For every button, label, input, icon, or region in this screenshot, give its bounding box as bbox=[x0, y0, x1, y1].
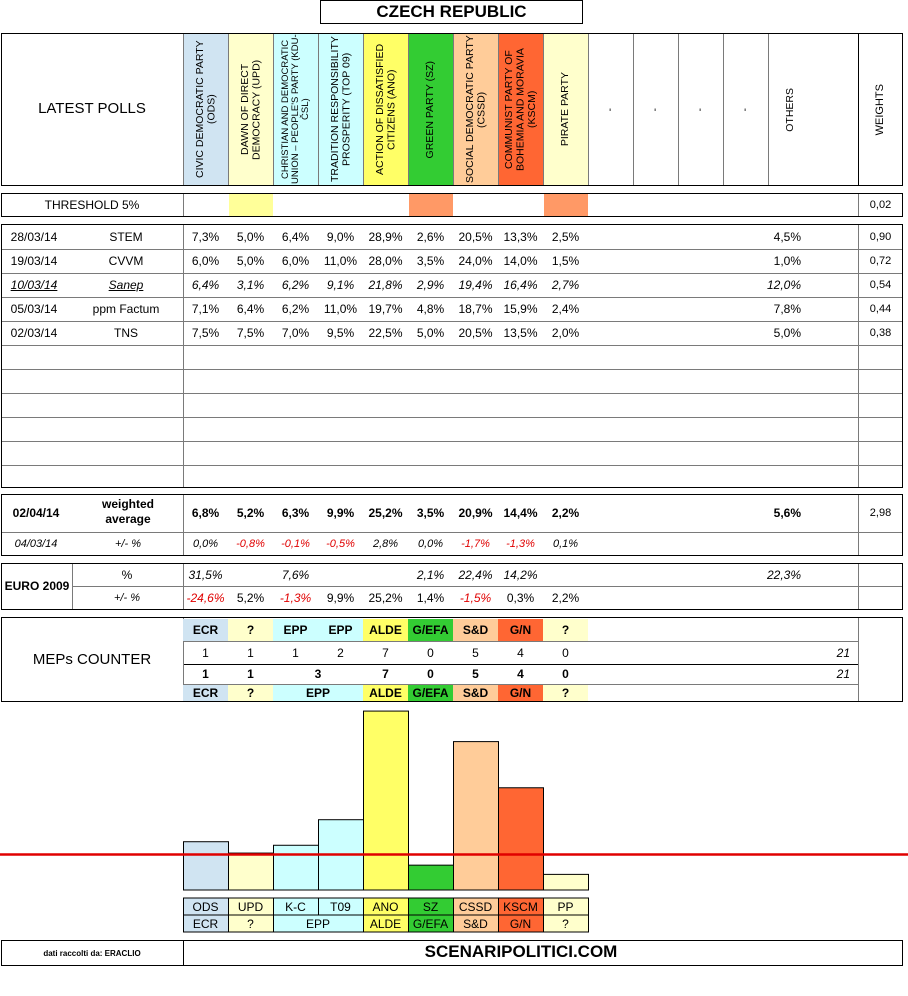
euro-delta-0: -24,6% bbox=[186, 591, 225, 605]
poll-value-4: 19,7% bbox=[368, 302, 403, 316]
mep-grouped-name-1: ? bbox=[228, 685, 273, 701]
euro-delta-1: 5,2% bbox=[236, 591, 265, 605]
bar-pp bbox=[544, 874, 589, 890]
threshold-cell-12 bbox=[724, 194, 768, 216]
poll-value-13: 1,0% bbox=[773, 254, 801, 268]
threshold-cell-1 bbox=[229, 194, 273, 216]
weighted-value-8: 2,2% bbox=[551, 506, 580, 520]
threshold-cell-2 bbox=[274, 194, 318, 216]
poll-value-0: 6,0% bbox=[191, 254, 220, 268]
euro-delta-5: 1,4% bbox=[416, 591, 445, 605]
weighted-delta-3: -0,5% bbox=[326, 538, 355, 550]
weighted-value-0: 6,8% bbox=[191, 506, 220, 520]
weighted-label: weighted average bbox=[101, 497, 154, 526]
poll-value-1: 5,0% bbox=[236, 254, 265, 268]
latest-polls-label: LATEST POLLS bbox=[38, 100, 146, 117]
mep-group-2: EPP bbox=[273, 619, 318, 641]
poll-value-7: 13,5% bbox=[503, 326, 538, 340]
poll-value-13: 7,8% bbox=[773, 302, 801, 316]
group-label: ? bbox=[247, 917, 254, 931]
group-label: S&D bbox=[463, 917, 488, 931]
poll-value-6: 19,4% bbox=[458, 278, 493, 292]
poll-value-4: 21,8% bbox=[368, 278, 403, 292]
poll-value-8: 2,4% bbox=[551, 302, 580, 316]
weighted-value-6: 20,9% bbox=[458, 506, 493, 520]
poll-value-7: 14,0% bbox=[503, 254, 538, 268]
group-label: G/N bbox=[509, 917, 532, 931]
poll-date: 05/03/14 bbox=[10, 302, 58, 316]
poll-weight: 0,38 bbox=[869, 327, 892, 339]
poll-institute: CVVM bbox=[108, 254, 144, 268]
mep-grouped-seats-7: 0 bbox=[562, 667, 569, 681]
poll-institute: STEM bbox=[109, 230, 143, 244]
poll-value-3: 9,5% bbox=[326, 326, 355, 340]
mep-grouped-seats-4: 0 bbox=[427, 667, 434, 681]
bar-cssd bbox=[454, 742, 499, 890]
poll-value-0: 7,1% bbox=[191, 302, 220, 316]
threshold-cell-3 bbox=[319, 194, 363, 216]
category-label: PP bbox=[557, 900, 574, 914]
party-header-5: GREEN PARTY (SZ) bbox=[408, 34, 453, 185]
poll-value-3: 9,1% bbox=[326, 278, 355, 292]
weighted-value-4: 25,2% bbox=[368, 506, 403, 520]
poll-value-8: 1,5% bbox=[551, 254, 580, 268]
euro-delta-3: 9,9% bbox=[326, 591, 355, 605]
weighted-date: 02/04/14 bbox=[12, 506, 60, 520]
bar-sz bbox=[409, 865, 454, 890]
mep-grouped-name-7: ? bbox=[543, 685, 588, 701]
weighted-delta-5: 0,0% bbox=[417, 538, 444, 550]
euro-pct-7: 14,2% bbox=[503, 568, 538, 582]
threshold-weight: 0,02 bbox=[869, 199, 892, 211]
bar-chart bbox=[0, 700, 908, 936]
mep-seats-8: 0 bbox=[562, 646, 569, 660]
poll-date: 19/03/14 bbox=[10, 254, 58, 268]
weighted-value-2: 6,3% bbox=[281, 506, 310, 520]
threshold-cell-13 bbox=[769, 194, 813, 216]
mep-seats-0: 1 bbox=[202, 646, 209, 660]
group-label: EPP bbox=[305, 917, 331, 931]
category-label: SZ bbox=[422, 900, 439, 914]
weighted-delta-0: 0,0% bbox=[192, 538, 219, 550]
mep-seats-1: 1 bbox=[247, 646, 254, 660]
mep-group-3: EPP bbox=[318, 619, 363, 641]
category-label: ANO bbox=[372, 900, 399, 914]
threshold-cell-6 bbox=[454, 194, 498, 216]
threshold-cell-9 bbox=[589, 194, 633, 216]
poll-value-6: 18,7% bbox=[458, 302, 493, 316]
weighted-value-13: 5,6% bbox=[773, 506, 801, 520]
euro-delta-label: +/- % bbox=[114, 592, 140, 604]
party-header-9: - bbox=[588, 34, 633, 185]
poll-date: 28/03/14 bbox=[10, 230, 58, 244]
party-header-2: CHRISTIAN AND DEMOCRATIC UNION – PEOPLE'S PARTY (KDU-ČSL) bbox=[273, 34, 318, 185]
party-header-3: TRADITION RESPONSIBILITY PROSPERITY (TOP 09) bbox=[318, 34, 363, 185]
mep-grouped-name-6: G/N bbox=[498, 685, 543, 701]
poll-date: 10/03/14 bbox=[10, 278, 58, 292]
group-label: ECR bbox=[192, 917, 219, 931]
mep-grouped-name-0: ECR bbox=[183, 685, 228, 701]
mep-seats-5: 0 bbox=[427, 646, 434, 660]
mep-seats-2: 1 bbox=[292, 646, 299, 660]
euro2009-label: EURO 2009 bbox=[4, 579, 70, 593]
threshold-cell-0 bbox=[184, 194, 228, 216]
threshold-cell-7 bbox=[499, 194, 543, 216]
weighted-delta-7: -1,3% bbox=[506, 538, 535, 550]
mep-grouped-seats-2: 3 bbox=[314, 667, 322, 681]
party-header-11: - bbox=[678, 34, 723, 185]
euro-delta-7: 0,3% bbox=[506, 591, 535, 605]
poll-date: 02/03/14 bbox=[10, 326, 58, 340]
party-header-1: DAWN OF DIRECT DEMOCRACY (UPD) bbox=[228, 34, 273, 185]
party-header-8: PIRATE PARTY bbox=[543, 34, 588, 185]
poll-value-7: 16,4% bbox=[503, 278, 538, 292]
mep-group-7: G/N bbox=[498, 619, 543, 641]
euro-pct-label: % bbox=[121, 568, 133, 582]
poll-value-6: 20,5% bbox=[458, 230, 493, 244]
weighted-weight: 2,98 bbox=[869, 507, 892, 519]
euro-delta-4: 25,2% bbox=[368, 591, 403, 605]
poll-value-8: 2,7% bbox=[551, 278, 580, 292]
mep-group-0: ECR bbox=[183, 619, 228, 641]
threshold-cell-10 bbox=[634, 194, 678, 216]
threshold-label: THRESHOLD 5% bbox=[44, 198, 140, 212]
page-title: CZECH REPUBLIC bbox=[376, 2, 527, 21]
poll-weight: 0,72 bbox=[869, 255, 892, 267]
group-label: ALDE bbox=[369, 917, 402, 931]
mep-group-6: S&D bbox=[453, 619, 498, 641]
category-label: UPD bbox=[237, 900, 264, 914]
party-header-6: SOCIAL DEMOCRATIC PARTY (CSSD) bbox=[453, 34, 498, 185]
poll-institute: ppm Factum bbox=[92, 302, 160, 316]
mep-grouped-seats-0: 1 bbox=[202, 667, 209, 681]
threshold-cell-11 bbox=[679, 194, 723, 216]
poll-value-2: 7,0% bbox=[281, 326, 310, 340]
category-label: KSCM bbox=[503, 900, 538, 914]
poll-value-0: 6,4% bbox=[191, 278, 220, 292]
bar-kscm bbox=[499, 788, 544, 890]
euro-delta-2: -1,3% bbox=[279, 591, 312, 605]
party-header-10: - bbox=[633, 34, 678, 185]
weighted-value-3: 9,9% bbox=[326, 506, 355, 520]
threshold-cell-4 bbox=[364, 194, 408, 216]
prev-date: 04/03/14 bbox=[14, 538, 58, 550]
category-label: ODS bbox=[192, 900, 219, 914]
meps-label: MEPs COUNTER bbox=[32, 651, 152, 668]
weighted-delta-1: -0,8% bbox=[236, 538, 265, 550]
group-label: G/EFA bbox=[412, 917, 449, 931]
party-header-12: - bbox=[723, 34, 768, 185]
euro-pct-0: 31,5% bbox=[188, 568, 223, 582]
party-header-13: OTHERS bbox=[768, 34, 813, 185]
mep-group-8: ? bbox=[543, 619, 588, 641]
mep-grouped-seats-5: 5 bbox=[472, 667, 479, 681]
weighted-delta-2: -0,1% bbox=[281, 538, 310, 550]
poll-value-1: 5,0% bbox=[236, 230, 265, 244]
category-label: K-C bbox=[285, 900, 306, 914]
mep-group-1: ? bbox=[228, 619, 273, 641]
weights-header: WEIGHTS bbox=[858, 34, 902, 185]
weighted-value-5: 3,5% bbox=[416, 506, 445, 520]
euro-delta-6: -1,5% bbox=[459, 591, 492, 605]
poll-value-4: 28,0% bbox=[368, 254, 403, 268]
bar-k-c bbox=[274, 845, 319, 890]
euro-pct-13: 22,3% bbox=[766, 568, 801, 582]
mep-total: 21 bbox=[836, 646, 850, 660]
mep-seats-6: 5 bbox=[472, 646, 479, 660]
mep-group-4: ALDE bbox=[363, 619, 408, 641]
poll-value-0: 7,3% bbox=[191, 230, 220, 244]
mep-grouped-total: 21 bbox=[836, 667, 850, 681]
poll-value-2: 6,4% bbox=[281, 230, 310, 244]
poll-value-2: 6,0% bbox=[281, 254, 310, 268]
category-label: CSSD bbox=[458, 900, 493, 914]
weighted-value-7: 14,4% bbox=[503, 506, 538, 520]
poll-value-3: 9,0% bbox=[326, 230, 355, 244]
euro-pct-2: 7,6% bbox=[281, 568, 310, 582]
mep-grouped-name-2: EPP bbox=[273, 685, 363, 701]
poll-value-13: 4,5% bbox=[773, 230, 801, 244]
credit-text: dati raccolti da: ERACLIO bbox=[43, 949, 141, 958]
poll-value-1: 3,1% bbox=[236, 278, 265, 292]
weighted-value-1: 5,2% bbox=[236, 506, 265, 520]
mep-grouped-name-4: G/EFA bbox=[408, 685, 453, 701]
mep-seats-4: 7 bbox=[382, 646, 389, 660]
poll-institute: TNS bbox=[114, 326, 138, 340]
poll-value-5: 4,8% bbox=[416, 302, 445, 316]
poll-value-8: 2,0% bbox=[551, 326, 580, 340]
threshold-cell-5 bbox=[409, 194, 453, 216]
bar-upd bbox=[229, 853, 274, 890]
poll-value-5: 2,6% bbox=[416, 230, 445, 244]
mep-grouped-name-3: ALDE bbox=[363, 685, 408, 701]
poll-value-8: 2,5% bbox=[551, 230, 580, 244]
poll-weight: 0,90 bbox=[869, 231, 892, 243]
mep-grouped-seats-1: 1 bbox=[247, 667, 254, 681]
bar-ano bbox=[364, 711, 409, 890]
poll-weight: 0,54 bbox=[869, 279, 892, 291]
weighted-delta-8: 0,1% bbox=[552, 538, 579, 550]
group-label: ? bbox=[562, 917, 569, 931]
poll-value-0: 7,5% bbox=[191, 326, 220, 340]
mep-grouped-seats-6: 4 bbox=[517, 667, 524, 681]
euro-delta-8: 2,2% bbox=[551, 591, 580, 605]
poll-value-6: 20,5% bbox=[458, 326, 493, 340]
poll-institute: Sanep bbox=[108, 278, 144, 292]
poll-value-7: 15,9% bbox=[503, 302, 538, 316]
poll-value-2: 6,2% bbox=[281, 278, 310, 292]
site-name: SCENARIPOLITICI.COM bbox=[424, 942, 618, 961]
poll-value-4: 28,9% bbox=[368, 230, 403, 244]
poll-value-6: 24,0% bbox=[458, 254, 493, 268]
poll-value-7: 13,3% bbox=[503, 230, 538, 244]
category-label: T09 bbox=[330, 900, 351, 914]
poll-value-3: 11,0% bbox=[323, 302, 358, 316]
mep-seats-3: 2 bbox=[337, 646, 344, 660]
threshold-cell-8 bbox=[544, 194, 588, 216]
poll-weight: 0,44 bbox=[869, 303, 892, 315]
poll-value-1: 7,5% bbox=[236, 326, 265, 340]
euro-pct-5: 2,1% bbox=[416, 568, 445, 582]
mep-seats-7: 4 bbox=[517, 646, 524, 660]
poll-value-5: 3,5% bbox=[416, 254, 445, 268]
poll-value-3: 11,0% bbox=[323, 254, 358, 268]
poll-value-2: 6,2% bbox=[281, 302, 310, 316]
poll-value-5: 2,9% bbox=[416, 278, 445, 292]
mep-grouped-name-5: S&D bbox=[453, 685, 498, 701]
poll-value-5: 5,0% bbox=[416, 326, 445, 340]
party-header-7: COMMUNIST PARTY OF BOHEMIA AND MORAVIA (KSCM) bbox=[498, 34, 543, 185]
poll-value-13: 12,0% bbox=[766, 278, 801, 292]
party-header-4: ACTION OF DISSATISFIED CITIZENS (ANO) bbox=[363, 34, 408, 185]
poll-value-1: 6,4% bbox=[236, 302, 265, 316]
weighted-delta-4: 2,8% bbox=[372, 538, 399, 550]
delta-label: +/- % bbox=[115, 538, 141, 550]
poll-value-13: 5,0% bbox=[773, 326, 801, 340]
weighted-delta-6: -1,7% bbox=[461, 538, 490, 550]
mep-grouped-seats-3: 7 bbox=[382, 667, 389, 681]
poll-value-4: 22,5% bbox=[368, 326, 403, 340]
mep-group-5: G/EFA bbox=[408, 619, 453, 641]
bar-ods bbox=[184, 842, 229, 890]
party-header-0: CIVIC DEMOCRATIC PARTY (ODS) bbox=[183, 34, 228, 185]
euro-pct-6: 22,4% bbox=[458, 568, 493, 582]
